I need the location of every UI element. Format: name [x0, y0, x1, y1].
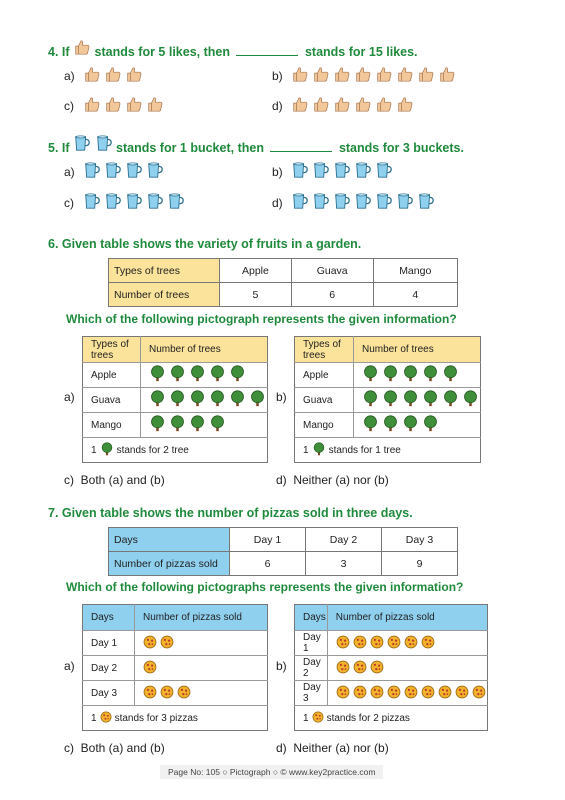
tree-icon [402, 390, 419, 410]
q6-option-a-letter[interactable]: a) [64, 390, 75, 404]
pizza-icon [370, 685, 384, 702]
tree-icon [362, 365, 379, 385]
pizza-icon [143, 685, 157, 702]
tree-icon [382, 415, 399, 435]
pizza-icon [387, 635, 401, 652]
pictograph-row-label: Day 3 [295, 681, 328, 706]
tree-icon [362, 390, 379, 410]
thumbs-up-icon [396, 95, 414, 116]
tree-icon [229, 390, 246, 410]
bucket-icon [73, 134, 91, 155]
pizza-icon [143, 660, 157, 677]
pizza-icon [336, 635, 350, 652]
q5-text-middle: stands for 1 bucket, then [116, 141, 264, 155]
thumbs-up-icon [333, 95, 351, 116]
tree-icon [422, 390, 439, 410]
option-letter: a) [64, 68, 75, 83]
thumbs-up-icon [312, 95, 330, 116]
table-cell: Day 2 [306, 528, 382, 552]
pictograph-icons [149, 415, 266, 435]
pictograph-icons [336, 685, 486, 702]
q6-option-c[interactable]: c) Both (a) and (b) [64, 473, 165, 487]
q7-data-table [108, 527, 458, 576]
tree-icon [100, 442, 114, 459]
q5-option-c-icons [83, 192, 185, 213]
thumbs-up-icon [104, 95, 122, 116]
q5-option-d-icons [291, 192, 435, 213]
pictograph-row-label: Day 2 [295, 656, 328, 681]
q4-option-c-icons [83, 95, 164, 116]
pizza-icon [336, 685, 350, 702]
bucket-icon [291, 192, 309, 213]
pictograph-header: Number of trees [141, 337, 268, 363]
pizza-icon [370, 660, 384, 677]
thumbs-up-icon [354, 65, 372, 86]
pizza-icon [353, 635, 367, 652]
thumbs-up-icon [291, 65, 309, 86]
option-letter: c) [64, 195, 74, 210]
bucket-icon [396, 192, 414, 213]
bucket-icon [83, 161, 101, 182]
table-cell: 3 [306, 552, 382, 576]
option-letter: c) [64, 98, 74, 113]
pictograph-row-label: Day 3 [83, 681, 135, 706]
pictograph-icons [143, 660, 266, 677]
key-text: stands for 3 pizzas [114, 712, 198, 724]
bucket-icon [83, 192, 101, 213]
tree-icon [189, 415, 206, 435]
key-prefix: 1 [303, 712, 309, 724]
pictograph-icons [362, 365, 479, 385]
thumbs-up-icon [125, 95, 143, 116]
q4-option-b[interactable] [272, 65, 456, 86]
pictograph-row-label: Day 2 [83, 656, 135, 681]
pizza-icon [336, 660, 350, 677]
pictograph-row-label: Apple [295, 363, 354, 388]
pictograph-icons [336, 635, 486, 652]
q4-option-b-icons [291, 65, 456, 86]
key-prefix: 1 [91, 712, 97, 724]
q7-option-b-letter[interactable]: b) [276, 659, 287, 673]
q4-option-a[interactable] [64, 65, 143, 86]
bucket-icon [167, 192, 185, 213]
pictograph-key [295, 438, 481, 463]
pictograph-icons [143, 685, 266, 702]
q6-pictograph-a[interactable] [82, 336, 268, 463]
key-prefix: 1 [303, 444, 309, 456]
q7-option-a-letter[interactable]: a) [64, 659, 75, 673]
tree-icon [249, 390, 266, 410]
pictograph-header: Number of pizzas sold [327, 605, 487, 631]
footer-page: Page No: 105 [168, 767, 220, 777]
tree-icon [362, 415, 379, 435]
bucket-icon [354, 161, 372, 182]
q4-number: 4. [48, 45, 59, 59]
tree-icon [402, 415, 419, 435]
pizza-icon [404, 685, 418, 702]
q7-subquestion: Which of the following pictographs represents the given information? [66, 580, 464, 594]
pictograph-row-label: Guava [83, 388, 141, 413]
q6-option-d[interactable]: d) Neither (a) nor (b) [276, 473, 389, 487]
table-cell: 4 [373, 283, 458, 307]
q7-option-c[interactable]: c) Both (a) and (b) [64, 741, 165, 755]
table-cell: Guava [291, 259, 373, 283]
q4-answer-blank[interactable] [236, 44, 298, 56]
bucket-icon [333, 161, 351, 182]
table-header: Days [109, 528, 230, 552]
tree-icon [462, 390, 479, 410]
q6-subquestion: Which of the following pictograph represents the given information? [66, 312, 457, 326]
tree-icon [169, 365, 186, 385]
bucket-icon [146, 161, 164, 182]
pizza-icon [100, 711, 112, 726]
thumbs-up-icon [375, 95, 393, 116]
pictograph-key [295, 706, 488, 731]
tree-icon [209, 390, 226, 410]
q5-text-before: If [61, 141, 70, 155]
thumbs-up-icon [312, 65, 330, 86]
tree-icon [422, 365, 439, 385]
q5-heading [48, 134, 464, 155]
pizza-icon [370, 635, 384, 652]
q6-option-b-letter[interactable]: b) [276, 390, 287, 404]
pictograph-key [83, 706, 268, 731]
pizza-icon [421, 635, 435, 652]
option-letter: b) [272, 164, 283, 179]
q4-text-middle: stands for 5 likes, then [94, 45, 230, 59]
q7-option-d[interactable]: d) Neither (a) nor (b) [276, 741, 389, 755]
pictograph-row-label: Guava [295, 388, 354, 413]
key-prefix: 1 [91, 444, 97, 456]
table-cell: Day 1 [230, 528, 306, 552]
q4-option-d[interactable] [272, 95, 414, 116]
thumbs-up-icon [291, 95, 309, 116]
pictograph-row-label: Mango [83, 413, 141, 438]
option-letter: d) [272, 98, 283, 113]
q7-pictograph-b[interactable] [294, 604, 488, 731]
q5-number: 5. [48, 141, 59, 155]
pictograph-row-label: Mango [295, 413, 354, 438]
table-cell: 9 [382, 552, 458, 576]
pictograph-row-label: Day 1 [295, 631, 328, 656]
pizza-icon [143, 635, 157, 652]
thumbs-up-icon [83, 95, 101, 116]
tree-icon [422, 415, 439, 435]
tree-icon [442, 390, 459, 410]
pizza-icon [160, 635, 174, 652]
bucket-icon [375, 192, 393, 213]
pictograph-row-label: Apple [83, 363, 141, 388]
bucket-icon [417, 192, 435, 213]
table-cell: 5 [220, 283, 292, 307]
footer-topic: Pictograph [229, 767, 271, 777]
pictograph-header: Days [83, 605, 135, 631]
pictograph-header: Types of trees [83, 337, 141, 363]
thumbs-up-icon [146, 95, 164, 116]
thumbs-up-icon [83, 65, 101, 86]
tree-icon [189, 390, 206, 410]
thumbs-up-icon [104, 65, 122, 86]
tree-icon [169, 390, 186, 410]
pizza-icon [387, 685, 401, 702]
bucket-icon [291, 161, 309, 182]
pictograph-header: Number of pizzas sold [135, 605, 268, 631]
thumbs-up-icon [73, 38, 91, 59]
pictograph-icons [143, 635, 266, 652]
thumbs-up-icon [417, 65, 435, 86]
pictograph-icons [362, 415, 479, 435]
pictograph-icons [336, 660, 486, 677]
tree-icon [149, 390, 166, 410]
tree-icon [169, 415, 186, 435]
pizza-icon [455, 685, 469, 702]
pizza-icon [472, 685, 486, 702]
thumbs-up-icon [125, 65, 143, 86]
pictograph-header: Types of trees [295, 337, 354, 363]
key-text: stands for 1 tree [328, 444, 401, 456]
q5-option-d[interactable] [272, 192, 435, 213]
page-footer: Page No: 105 ○ Pictograph ○ © www.key2practice.com [160, 765, 383, 779]
q5-text-after: stands for 3 buckets. [338, 141, 464, 155]
table-header: Number of pizzas sold [109, 552, 230, 576]
q5-option-b-icons [291, 161, 393, 182]
tree-icon [442, 365, 459, 385]
q4-option-d-icons [291, 95, 414, 116]
thumbs-up-icon [375, 65, 393, 86]
bucket-icon [95, 134, 113, 155]
bucket-icon [104, 192, 122, 213]
pizza-icon [438, 685, 452, 702]
pizza-icon [312, 711, 324, 726]
bucket-icon [375, 161, 393, 182]
bucket-icon [333, 192, 351, 213]
tree-icon [209, 415, 226, 435]
pizza-icon [353, 660, 367, 677]
q5-option-a[interactable] [64, 161, 164, 182]
pictograph-header: Number of trees [354, 337, 481, 363]
pictograph-icons [149, 365, 266, 385]
bucket-icon [312, 161, 330, 182]
table-cell: 6 [291, 283, 373, 307]
thumbs-up-icon [354, 95, 372, 116]
thumbs-up-icon [396, 65, 414, 86]
pictograph-icons [149, 390, 266, 410]
pizza-icon [353, 685, 367, 702]
tree-icon [312, 442, 326, 459]
table-header: Number of trees [109, 283, 220, 307]
bucket-icon [146, 192, 164, 213]
bucket-icon [104, 161, 122, 182]
pizza-icon [421, 685, 435, 702]
pizza-icon [160, 685, 174, 702]
thumbs-up-icon [333, 65, 351, 86]
pictograph-key [83, 438, 268, 463]
q5-answer-blank[interactable] [270, 140, 332, 152]
bucket-icon [125, 161, 143, 182]
tree-icon [149, 415, 166, 435]
table-header: Types of trees [109, 259, 220, 283]
q6-heading: 6. Given table shows the variety of fruits in a garden. [48, 237, 362, 251]
key-text: stands for 2 tree [116, 444, 189, 456]
table-cell: Apple [220, 259, 292, 283]
tree-icon [382, 365, 399, 385]
q4-option-a-icons [83, 65, 143, 86]
tree-icon [209, 365, 226, 385]
tree-icon [402, 365, 419, 385]
q4-text-before: If [61, 45, 70, 59]
pictograph-icons [362, 390, 479, 410]
bucket-icon [354, 192, 372, 213]
q4-heading [48, 38, 418, 59]
q7-pictograph-a[interactable] [82, 604, 268, 731]
pizza-icon [404, 635, 418, 652]
q6-pictograph-b[interactable] [294, 336, 481, 463]
bucket-icon [312, 192, 330, 213]
pictograph-header: Days [295, 605, 328, 631]
option-letter: d) [272, 195, 283, 210]
q4-text-after: stands for 15 likes. [304, 45, 418, 59]
pizza-icon [177, 685, 191, 702]
q6-data-table [108, 258, 458, 307]
bucket-icon [125, 192, 143, 213]
tree-icon [382, 390, 399, 410]
option-letter: b) [272, 68, 283, 83]
footer-site: www.key2practice.com [288, 767, 376, 777]
pictograph-row-label: Day 1 [83, 631, 135, 656]
q5-option-c[interactable] [64, 192, 185, 213]
table-cell: 6 [230, 552, 306, 576]
tree-icon [149, 365, 166, 385]
tree-icon [229, 365, 246, 385]
q4-option-c[interactable] [64, 95, 164, 116]
q7-heading: 7. Given table shows the number of pizzas sold in three days. [48, 506, 413, 520]
table-cell: Mango [373, 259, 458, 283]
thumbs-up-icon [438, 65, 456, 86]
option-letter: a) [64, 164, 75, 179]
q5-option-a-icons [83, 161, 164, 182]
q5-option-b[interactable] [272, 161, 393, 182]
tree-icon [189, 365, 206, 385]
table-cell: Day 3 [382, 528, 458, 552]
key-text: stands for 2 pizzas [326, 712, 410, 724]
